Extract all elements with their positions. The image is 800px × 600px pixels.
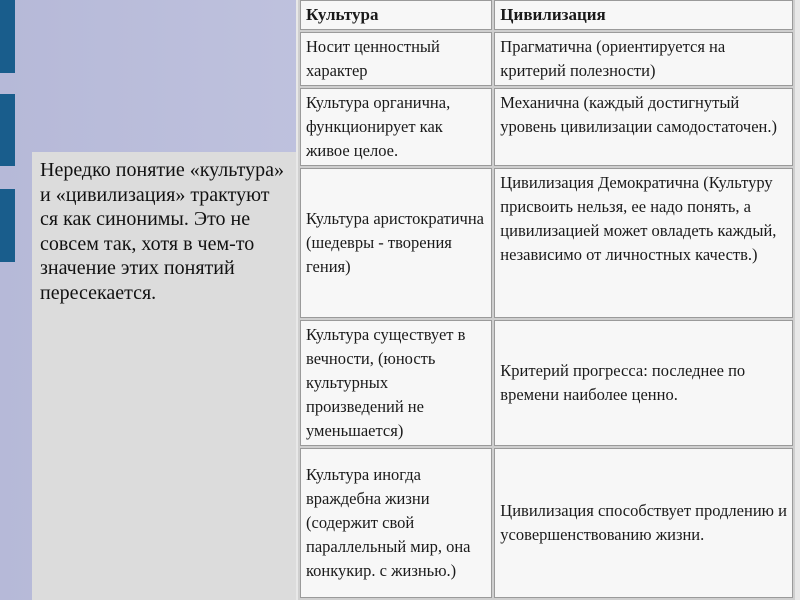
civilization-cell: Цивилизация способствует продлению и усовершенствованию жизни. [494, 448, 793, 598]
culture-cell: Культура аристократична (шедевры - творения гения) [300, 168, 492, 318]
table-row [300, 168, 793, 318]
civilization-cell: Механична (каждый достигнутый уровень цивилизации самодостаточен.) [494, 88, 793, 166]
accent-bar-middle [0, 94, 15, 166]
table-row [300, 32, 793, 86]
accent-bar-bottom [0, 189, 15, 262]
culture-cell: Культура существует в вечности, (юность культурных произведений не уменьшается) [300, 320, 492, 446]
accent-bar-top [0, 0, 15, 73]
civilization-cell: Цивилизация Демократична (Культуру присвоить нельзя, ее надо понять, а цивилизацией может овладеть каждый, независимо от личностных качеств.) [494, 168, 793, 318]
culture-cell: Культура органична, функционирует как живое целое. [300, 88, 492, 166]
comparison-table-area [296, 0, 800, 600]
header-civilization: Цивилизация [494, 0, 793, 30]
intro-text-panel [32, 152, 298, 600]
intro-paragraph: Нередко понятие «культура» и «цивилизация» трактуют ся как синонимы. Это не совсем так, хотя в чем-то значение этих понятий пересекается. [40, 159, 284, 304]
table-row [300, 88, 793, 166]
table-row [300, 320, 793, 446]
table-row [300, 448, 793, 598]
civilization-cell: Прагматична (ориентируется на критерий полезности) [494, 32, 793, 86]
culture-cell: Носит ценностный характер [300, 32, 492, 86]
civilization-cell: Критерий прогресса: последнее по времени наиболее ценно. [494, 320, 793, 446]
header-culture: Культура [300, 0, 492, 30]
culture-cell: Культура иногда враждебна жизни (содержит свой параллельный мир, она конкукир. с жизнью.) [300, 448, 492, 598]
comparison-table [298, 0, 795, 600]
table-header-row [300, 0, 793, 30]
